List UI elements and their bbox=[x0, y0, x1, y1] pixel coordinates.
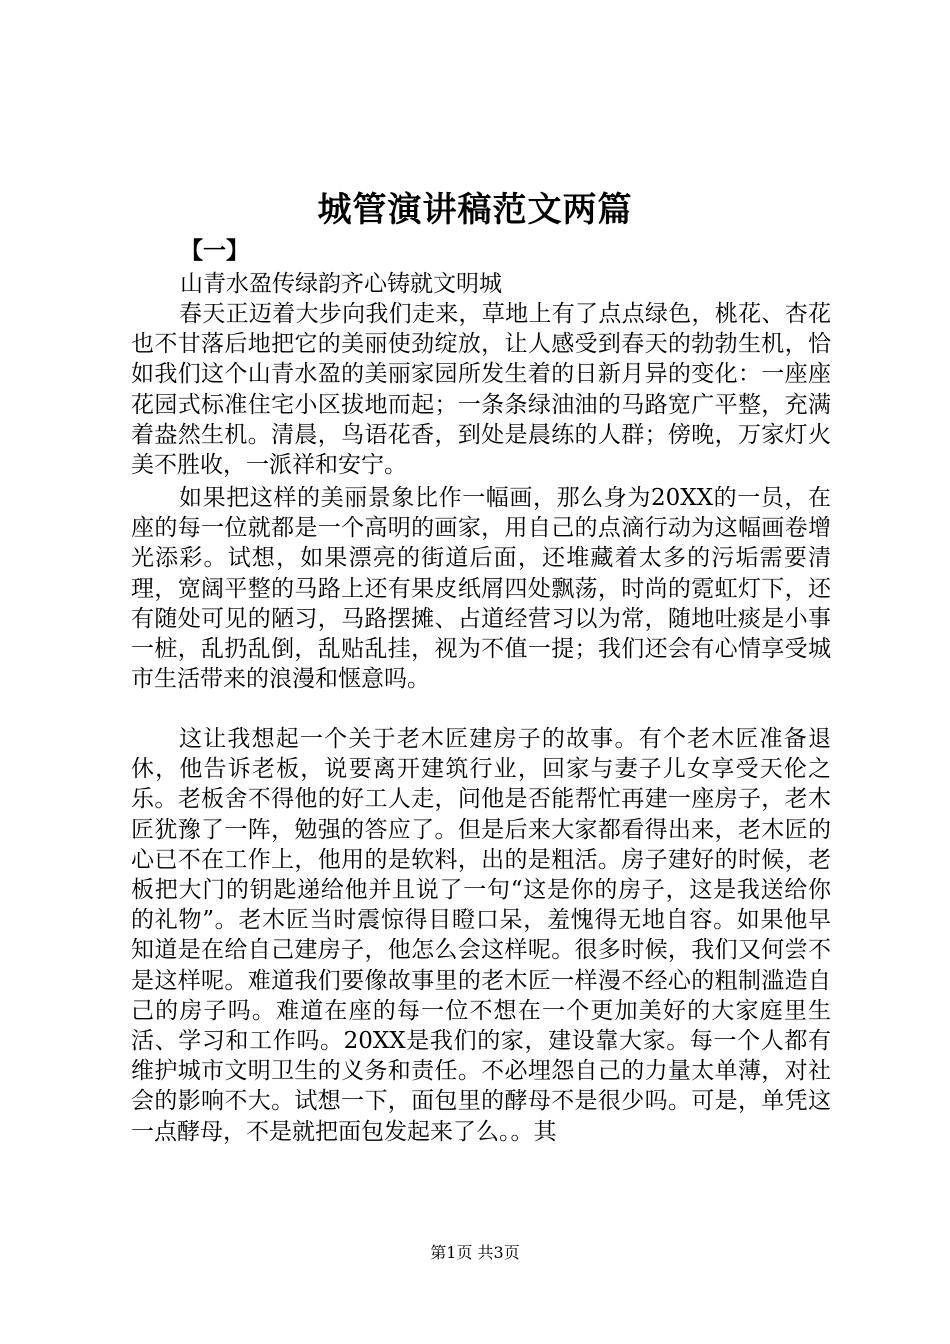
body-paragraph-2: 如果把这样的美丽景象比作一幅画，那么身为20XX的一员，在座的每一位就都是一个高明的画家，用自己的点滴行动为这幅画卷增光添彩。试想，如果漂亮的街道后面，还堆藏着太多的污垢需要清理，宽阔平整的马路上还有果皮纸屑四处飘荡，时尚的霓虹灯下，还有随处可见的陋习，马路摆摊、占道经营习以为常，随地吐痰是小事一桩，乱扔乱倒，乱贴乱挂，视为不值一提；我们还会有心情享受城市生活带来的浪漫和惬意吗。 bbox=[131, 485, 831, 693]
document-title: 城管演讲稿范文两篇 bbox=[317, 190, 633, 230]
body-paragraph-3: 这让我想起一个关于老木匠建房子的故事。有个老木匠准备退休，他告诉老板，说要离开建筑行业，回家与妻子儿女享受天伦之乐。老板舍不得他的好工人走，问他是否能帮忙再建一座房子，老木匠犹豫了一阵，勉强的答应了。但是后来大家都看得出来，老木匠的心已不在工作上，他用的是软料，出的是粗活。房子建好的时候，老板把大门的钥匙递给他并且说了一句“这是你的房子，这是我送给你的礼物”。老木匠当时震惊得目瞪口呆，羞愧得无地自容。如果他早知道是在给自己建房子，他怎么会这样呢。很多时候，我们又何尝不是这样呢。难道我们要像故事里的老木匠一样漫不经心的粗制滥造自己的房子吗。难道在座的每一位不想在一个更加美好的大家庭里生活、学习和工作吗。20XX是我们的家，建设靠大家。每一个人都有维护城市文明卫生的义务和责任。不必埋怨自己的力量太单薄，对社会的影响不大。试想一下，面包里的酵母不是很少吗。可是，单凭这一点酵母，不是就把面包发起来了么。。其 bbox=[131, 726, 831, 1145]
body-paragraph-1: 春天正迈着大步向我们走来，草地上有了点点绿色，桃花、杏花也不甘落后地把它的美丽使劲绽放，让人感受到春天的勃勃生机，恰如我们这个山青水盈的美丽家园所发生着的日新月异的变化：一座座花园式标准住宅小区拔地而起；一条条绿油油的马路宽广平整，充满着盎然生机。清晨，鸟语花香，到处是晨练的人群；傍晚，万家灯火美不胜收，一派祥和安宁。 bbox=[131, 301, 831, 479]
page-footer: 第1页 共3页 bbox=[430, 1243, 520, 1262]
speech-subtitle: 山青水盈传绿韵齐心铸就文明城 bbox=[180, 271, 502, 297]
section-marker: 【一】 bbox=[180, 237, 249, 264]
